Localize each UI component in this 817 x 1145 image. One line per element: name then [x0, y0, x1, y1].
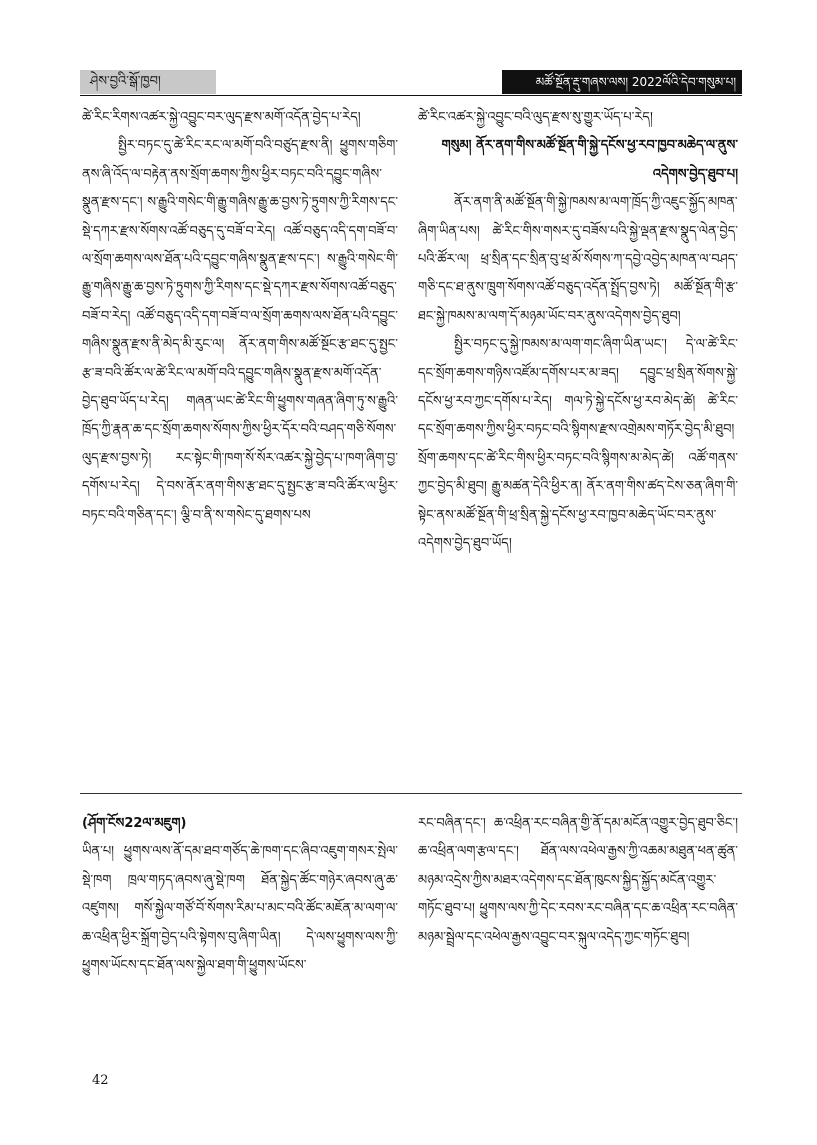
- section-heading: གསུམ། ནོར་ནག་གིས་མཚོ་སྔོན་གི་སྐྱེ་དངོས་ཕྱ་རབ་ཁྱབ་མཆེད་ལ་ནུས་འདེགས་བྱེད་ཐུབ་པ།: [441, 138, 738, 182]
- journal-title: མཚོ་སྔོན་རྡུ་གཞས་ལས། 2022ལོའི་དེབ་གསུམ་པ།: [502, 70, 742, 94]
- paragraph: རང་བཞིན་དང་། ཆ་འཕྲིན་རང་བཞིན་གྱི་ནོ་དམ་མངོན་འགྱུར་བྱེད་ཐུབ་ཅིང་། ཆ་འཕྲིན་ལག་རྩལ་དང་། ཐོན་ལས་འཕེལ་རྒྱས་ཀྱི་འཆམ་མཐུན་ཕན་ཚུན་མཉམ་འདྲེས་ཀྱིས་མཐར་འདེགས་དང་ཐོན་ཁུངས་སྐྱིད་སྐྱོད་མངོན་འགྱུར་གཏོང་ཐུབ་པ། ཕྱུགས་ལས་ཀྱི་དེང་རབས་རང་བཞིན་དང་ཆ་འཕྲིན་རང་བཞིན་མཉམ་སྦྲེལ་དང་འཕེལ་རྒྱས་འབྱུང་བར་སྐུལ་འདེད་ཀྱང་གཏོང་ཐུབ།: [418, 816, 738, 945]
- paragraph: ནོར་ནག་ནི་མཚོ་སྔོན་གི་སྐྱེ་ཁམས་མ་ལག་ཁྲོད་ཀྱི་འཇུང་སྐྱོད་མཁན་ཞིག་ཡིན་པས། ཚེ་རིང་གིས་གསར་དུ་བཟོས་པའི་སྐྱེ་ལྡན་རྫས་སྣུད་ལེན་བྱེད་པའི་ཚོར་ལ། ཕྲ་སྲིན་དང་སྲིན་བུ་ཕྲ་མོ་སོགས་ཀ་དབྱེ་འབྱེད་མཁན་ལ་བཤད་གཅི་དང་ཐ་ནུས་ཁྲུག་སོགས་འཚོ་བཅུད་འདོན་སྤྲོད་བྱས་ཏེ། མཚོ་སྔོན་གི་རྩ་ཐང་སྐྱེ་ཁམས་མ་ལག་དོ་མཉམ་ཡོང་བར་ནུས་འདེགས་བྱེད་ཐུབ།: [418, 195, 738, 324]
- header-rule: [80, 95, 742, 96]
- paragraph: ཚེ་རིང་རིགས་འཚར་སྐྱེ་འབྱུང་བར་ལུད་རྫས་མགོ་འདོན་བྱེད་པ་རེད།: [82, 110, 361, 125]
- continuation-left: [82, 810, 398, 1060]
- paragraph: ཡིན་པ། ཕྱུགས་ལས་ནོ་དམ་ཐབ་གཙོད་ཆེ་ཁག་དང་ཞིབ་འཇུག་གསར་སྤེལ་སྡེ་ཁག ཁྲལ་གཏད་ཞབས་ཞུ་སྡེ་ཁག ཐོན་སྐྱེད་ཚོང་གཉེར་ཞབས་ཞུ་ཆ་འཛུགས། གསོ་སྐྱེལ་གཙོ་བོ་སོགས་རིམ་པ་མང་བའི་ཚོང་མཇོན་མ་ལག་ལ་ཆ་འཕྲིན་ཕྱིར་སྐྲོག་བྱེད་པའི་སྟེགས་བུ་ཞིག་ཡིན། དེ་ལས་ཕྱུགས་ལས་ཀྱི་ཕྱུགས་ཡོངས་དང་ཐོན་ལས་སྐྱེལ་ཐག་གི་ཕྱུགས་ཡོངས་: [82, 844, 398, 974]
- continuation-right: [418, 810, 738, 1060]
- paragraph: སྤྱིར་བཏང་དུ་སྐྱེ་ཁམས་མ་ལག་གང་ཞིག་ཡིན་ཡང་། དེ་ལ་ཚེ་རིང་དང་སྲོག་ཆགས་གཉིས་འཛོམ་དགོས་པར་མ་ཟད། དབྱུང་ཕྲ་སྲིན་སོགས་སྐྱེ་དངོས་ཕྱ་རབ་ཀྱང་དགོས་པ་རེད། གལ་ཏེ་སྐྱེ་དངོས་ཕྱ་རབ་མེད་ཚེ། ཚེ་རིང་དང་སྲོག་ཆགས་ཀྱིས་ཕྱིར་བཏང་བའི་སྙིགས་རྫས་འགྲེམས་གཏོར་བྱེད་མི་ཐུབ། སྲོག་ཆགས་དང་ཚེ་རིང་གིས་ཕྱིར་བཏང་བའི་སྙིགས་མ་མེད་ཚེ། འཚོ་གནས་ཀྱང་བྱེད་མི་ཐུབ། རྒྱུ་མཚན་དེའི་ཕྱིར་ན། ནོར་ནག་གིས་ཚད་ངེས་ཅན་ཞིག་གི་སྟེང་ནས་མཚོ་སྔོན་གི་ཕྲ་སྲིན་སྐྱེ་དངོས་ཕྱ་རབ་ཁྱབ་མཆེད་ཡོང་བར་ནུས་འདེགས་བྱེད་ཐུབ་ཡོད།: [418, 337, 738, 552]
- right-column: [418, 104, 738, 774]
- continuation-title: (ཤོག་ངོས22ལ་མཇུག): [82, 816, 187, 831]
- left-column: [82, 104, 398, 774]
- section-title: ཤེས་བྱའི་སྒོ་ཁྱབ།: [80, 70, 216, 94]
- running-header: [80, 70, 742, 96]
- paragraph: སྤྱིར་བཏང་དུ་ཚེ་རིང་རང་ལ་མགོ་བའི་བཙུད་རྫས་ནི། ཕྱུགས་གཅིག་ནས་ཞི་འོད་ལ་བརྟེན་ནས་སྲོག་ཆགས་ཀྱིས་ཕྱིར་བཏང་བའི་དབྱུང་གཞིས་སྣུན་རྫས་དང་། ས་རྒྱུའི་གསེང་གི་རྒྱུ་གཞིས་རྒྱུ་ཆ་བྱས་ཏེ་ཏྲུགས་ཀྱི་རིགས་དང་སྡེ་དཀར་རྫས་སོགས་འཚོ་བཅུད་དུ་བཟོ་བ་རེད། འཚོ་བཅུད་འདི་དག་བཟོ་བ་ལ་སྲོག་ཆགས་ལས་ཐོན་པའི་དབྱུང་གཞིས་སྣུན་རྫས་དང་། ས་རྒྱུའི་གསེང་གི་རྒྱུ་གཞིས་རྒྱུ་ཆ་བྱས་ཏེ་ཏྲུགས་ཀྱི་རིགས་དང་སྡེ་དཀར་རྫས་སོགས་འཚོ་བཅུད་བཟོ་བ་རེད། འཚོ་བཅུད་འདི་དག་བཟོ་བ་ལ་སྲོག་ཆགས་ལས་ཐོན་པའི་དབྱུང་གཞིས་སྣུན་རྫས་ནི་མེད་མི་རུང་ལ། ནོར་ནག་གིས་མཚོ་སྔོང་རྩ་ཐང་དུ་སྤྱང་རྩ་ཟ་བའི་ཚོར་ལ་ཚེ་རིང་ལ་མགོ་བའི་དབྱུང་གཞིས་སྣུན་རྫས་མགོ་འདོན་བྱེད་ཐུབ་ཡོད་པ་རེད། གཞན་ཡང་ཚེ་རིང་གི་ཕྱུགས་གཞན་ཞིག་ཏུ་ས་རྒྱུའི་ཁྲོད་ཀྱི་རྣན་ཆ་དང་སྲོག་ཆགས་སོགས་ཀྱིས་ཕྱིར་དོར་བའི་བཤད་གཅི་སོགས་ལུད་རྫས་བྱས་ཏེ། རང་སྟེང་གི་ཁག་སོ་སོར་འཚར་སྐྱེ་བྱེད་པ་ཁག་ཞིག་བྱ་དགོས་པ་རེད། དེ་བས་ནོར་ནག་གིས་རྩ་ཐང་དུ་སྤྱང་རྩ་ཟ་བའི་ཚོར་ལ་ཕྱིར་བཏང་བའི་གཅིན་དང་། ལྕི་བ་ནི་ས་གསེང་དུ་ཐགས་པས: [82, 138, 398, 523]
- page-number: 42: [92, 1073, 109, 1088]
- paragraph: ཚེ་རིང་འཚར་སྐྱེ་འབྱུང་བའི་ལུད་རྫས་སུ་གྱུར་ཡོད་པ་རེད།: [418, 110, 653, 125]
- section-divider: [80, 793, 742, 794]
